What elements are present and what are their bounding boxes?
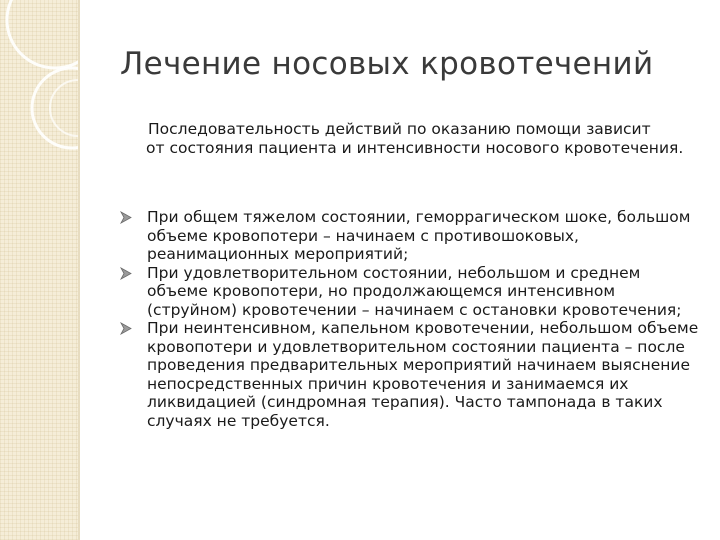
bullet-text: При неинтенсивном, капельном кровотечении, небольшом объеме кровопотери и удовлетворительном состоянии пациента – после проведения предварительных мероприятий начинаем выяснение непосредственных причин кровотечения и занимаемся их ликвидацией (синдромная терапия). Часто тампонада в таких случаях не требуется. bbox=[147, 319, 699, 430]
bullet-text: При общем тяжелом состоянии, геморрагическом шоке, большом объеме кровопотери – начинаем с противошоковых, реанимационных мероприятий; bbox=[147, 208, 691, 263]
arrowhead-bullet-icon bbox=[120, 211, 132, 224]
bullet-item bbox=[120, 208, 700, 264]
slide-title: Лечение носовых кровотечений bbox=[120, 46, 654, 82]
bullet-text: При удовлетворительном состоянии, небольшом и среднем объеме кровопотери, но продолжающемся интенсивном (струйном) кровотечении – начинаем с остановки кровотечения; bbox=[147, 263, 682, 319]
bullet-list bbox=[120, 208, 700, 430]
intro-continuation: от состояния пациента и интенсивности носового кровотечения. bbox=[146, 139, 684, 157]
arrowhead-bullet-icon bbox=[120, 322, 132, 335]
strip-divider bbox=[78, 0, 80, 540]
decorative-side-strip bbox=[0, 0, 78, 540]
bullet-item bbox=[120, 319, 700, 430]
arrowhead-bullet-icon bbox=[120, 267, 132, 280]
intro-line: Последовательность действий по оказанию помощи зависит bbox=[148, 120, 651, 138]
decorative-circles bbox=[0, 0, 78, 540]
intro-paragraph bbox=[148, 120, 708, 158]
bullet-item bbox=[120, 264, 700, 320]
